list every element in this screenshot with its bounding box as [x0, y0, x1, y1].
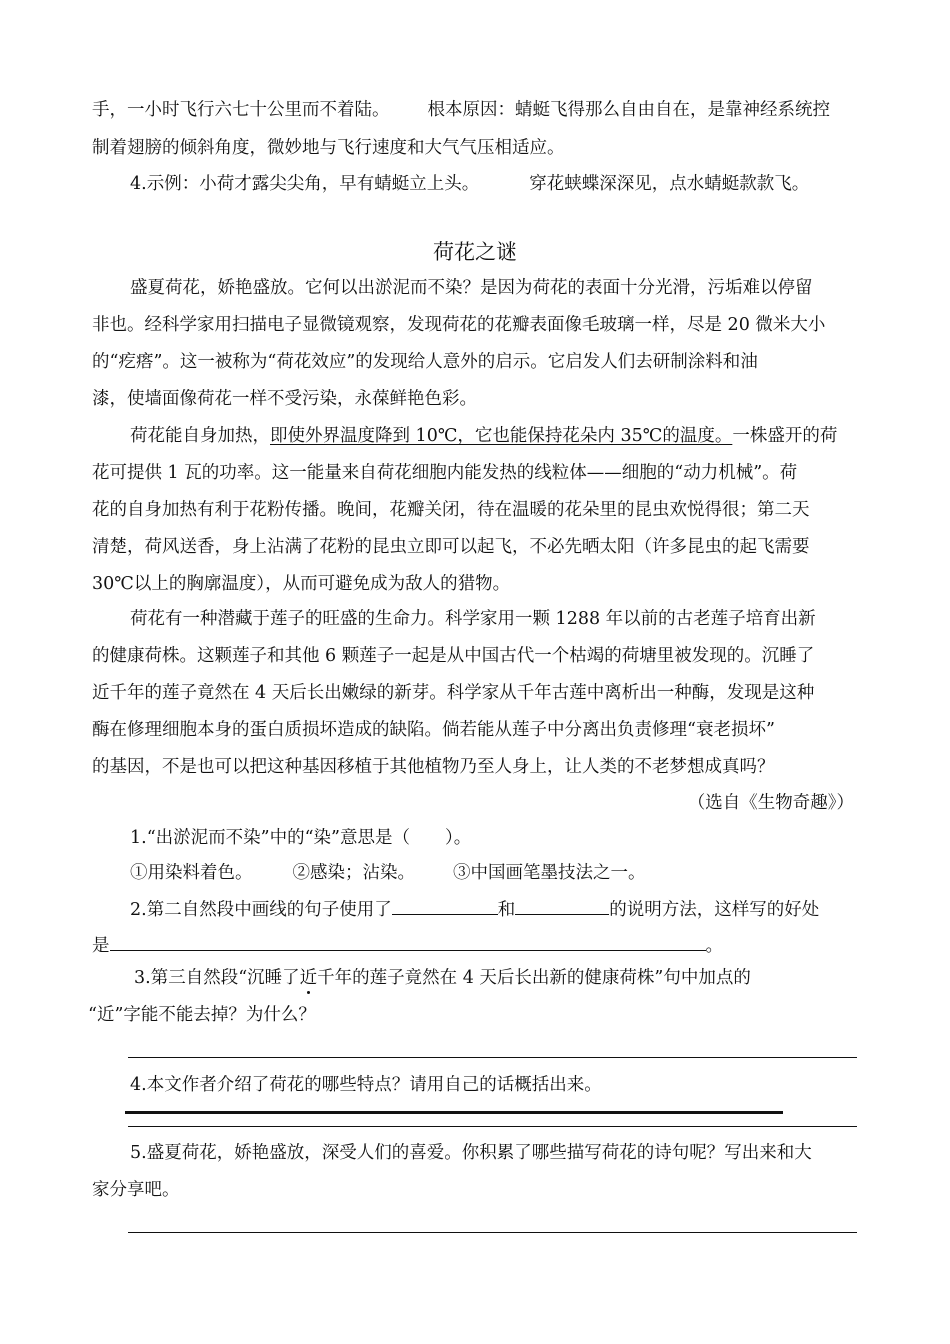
question-text: 千年的莲子竟然在 4 天后长出新的健康荷株”句中加点的: [317, 968, 751, 988]
question-text: 的说明方法，这样写的好处: [609, 900, 820, 920]
paragraph-3-line: 近千年的莲子竟然在 4 天后长出嫩绿的新芽。科学家从千年古莲中离析出一种酶，发现是这种: [92, 683, 815, 703]
paragraph-1-line: 非也。经科学家用扫描电子显微镜观察，发现荷花的花瓣表面像毛玻璃一样，尽是 20 微米大小: [92, 315, 826, 335]
answer-line[interactable]: [128, 1057, 857, 1058]
paragraph-3-line: 的基因，不是也可以把这种基因移植于其他植物乃至人身上，让人类的不老梦想成真吗？: [92, 757, 775, 777]
answer-blank-1[interactable]: [392, 896, 498, 915]
question-5-line-2: 家分享吧。: [92, 1180, 180, 1200]
answer-line-thick[interactable]: [125, 1111, 783, 1114]
question-1: 1.“出淤泥而不染”中的“染”意思是（ ）。: [130, 828, 472, 848]
paragraph-2-line: 30℃以上的胸廓温度），从而可避免成为敌人的猎物。: [92, 574, 511, 594]
option-2: ②感染；沾染。: [292, 863, 415, 883]
question-3: [134, 966, 751, 990]
paragraph-2-line: [130, 424, 837, 448]
option-3: ③中国画笔墨技法之一。: [453, 863, 646, 883]
answer-text: 手，一小时飞行六七十公里而不着陆。: [92, 100, 390, 120]
question-text: 和: [497, 900, 516, 920]
answer-line-3: [130, 172, 809, 196]
question-2-line-2: [92, 932, 723, 958]
answer-blank-3[interactable]: [110, 932, 706, 951]
question-text: 。: [705, 936, 723, 956]
question-text: 2.第二自然段中画线的句子使用了: [130, 900, 392, 920]
answer-text: 4.示例：小荷才露尖尖角，早有蜻蜓立上头。: [130, 174, 480, 194]
answer-line-1: [92, 98, 830, 122]
paragraph-text: 荷花能自身加热，: [130, 426, 270, 446]
question-text: 是: [92, 936, 110, 956]
source-citation: （选自《生物奇趣》）: [687, 793, 854, 813]
paragraph-3-line: 的健康荷株。这颗莲子和其他 6 颗莲子一起是从中国古代一个枯竭的荷塘里被发现的。沉睡了: [92, 646, 815, 666]
paragraph-1-line: 的“疙瘩”。这一被称为“荷花效应”的发现给人意外的启示。它启发人们去研制涂料和油: [92, 352, 758, 372]
answer-line-2: 制着翅膀的倾斜角度，微妙地与飞行速度和大气气压相适应。: [92, 138, 565, 158]
question-3-line-2: “近”字能不能去掉？为什么？: [88, 1005, 316, 1025]
paragraph-2-line: 清楚，荷风送香，身上沾满了花粉的昆虫立即可以起飞，不必先晒太阳（许多昆虫的起飞需要: [92, 537, 810, 557]
paragraph-1-line: 漆，使墙面像荷花一样不受污染，永葆鲜艳色彩。: [92, 389, 477, 409]
question-text: 3.第三自然段“沉睡了: [134, 968, 300, 988]
answer-line[interactable]: [128, 1126, 857, 1127]
paragraph-text: 一株盛开的荷: [732, 426, 838, 446]
answer-text: 穿花蛱蝶深深见，点水蜻蜓款款飞。: [529, 174, 810, 194]
paragraph-1-line: 盛夏荷花，娇艳盛放。它何以出淤泥而不染？是因为荷花的表面十分光滑，污垢难以停留: [130, 278, 813, 298]
article-title: 荷花之谜: [433, 240, 517, 264]
paragraph-3-line: 荷花有一种潜藏于莲子的旺盛的生命力。科学家用一颗 1288 年以前的古老莲子培育出新: [130, 609, 816, 629]
paragraph-2-line: 花可提供 1 瓦的功率。这一能量来自荷花细胞内能发热的线粒体——细胞的“动力机械”。荷: [92, 463, 798, 483]
question-1-options: [130, 861, 646, 885]
paragraph-2-line: 花的自身加热有利于花粉传播。晚间，花瓣关闭，待在温暖的花朵里的昆虫欢悦得很；第二天: [92, 500, 810, 520]
underlined-sentence: 即使外界温度降到 10℃，它也能保持花朵内 35℃的温度。: [270, 426, 733, 446]
paragraph-3-line: 酶在修理细胞本身的蛋白质损坏造成的缺陷。倘若能从莲子中分离出负责修理“衰老损坏”: [92, 720, 775, 740]
answer-line[interactable]: [128, 1232, 857, 1233]
dotted-character: 近: [299, 968, 318, 988]
question-4: 4.本文作者介绍了荷花的哪些特点？请用自己的话概括出来。: [130, 1075, 602, 1095]
option-1: ①用染料着色。: [130, 863, 253, 883]
question-5: 5.盛夏荷花，娇艳盛放，深受人们的喜爱。你积累了哪些描写荷花的诗句呢？写出来和大: [130, 1143, 812, 1163]
answer-text: 根本原因：蜻蜓飞得那么自由自在，是靠神经系统控: [427, 100, 830, 120]
answer-blank-2[interactable]: [515, 896, 609, 915]
question-2: [130, 896, 819, 922]
